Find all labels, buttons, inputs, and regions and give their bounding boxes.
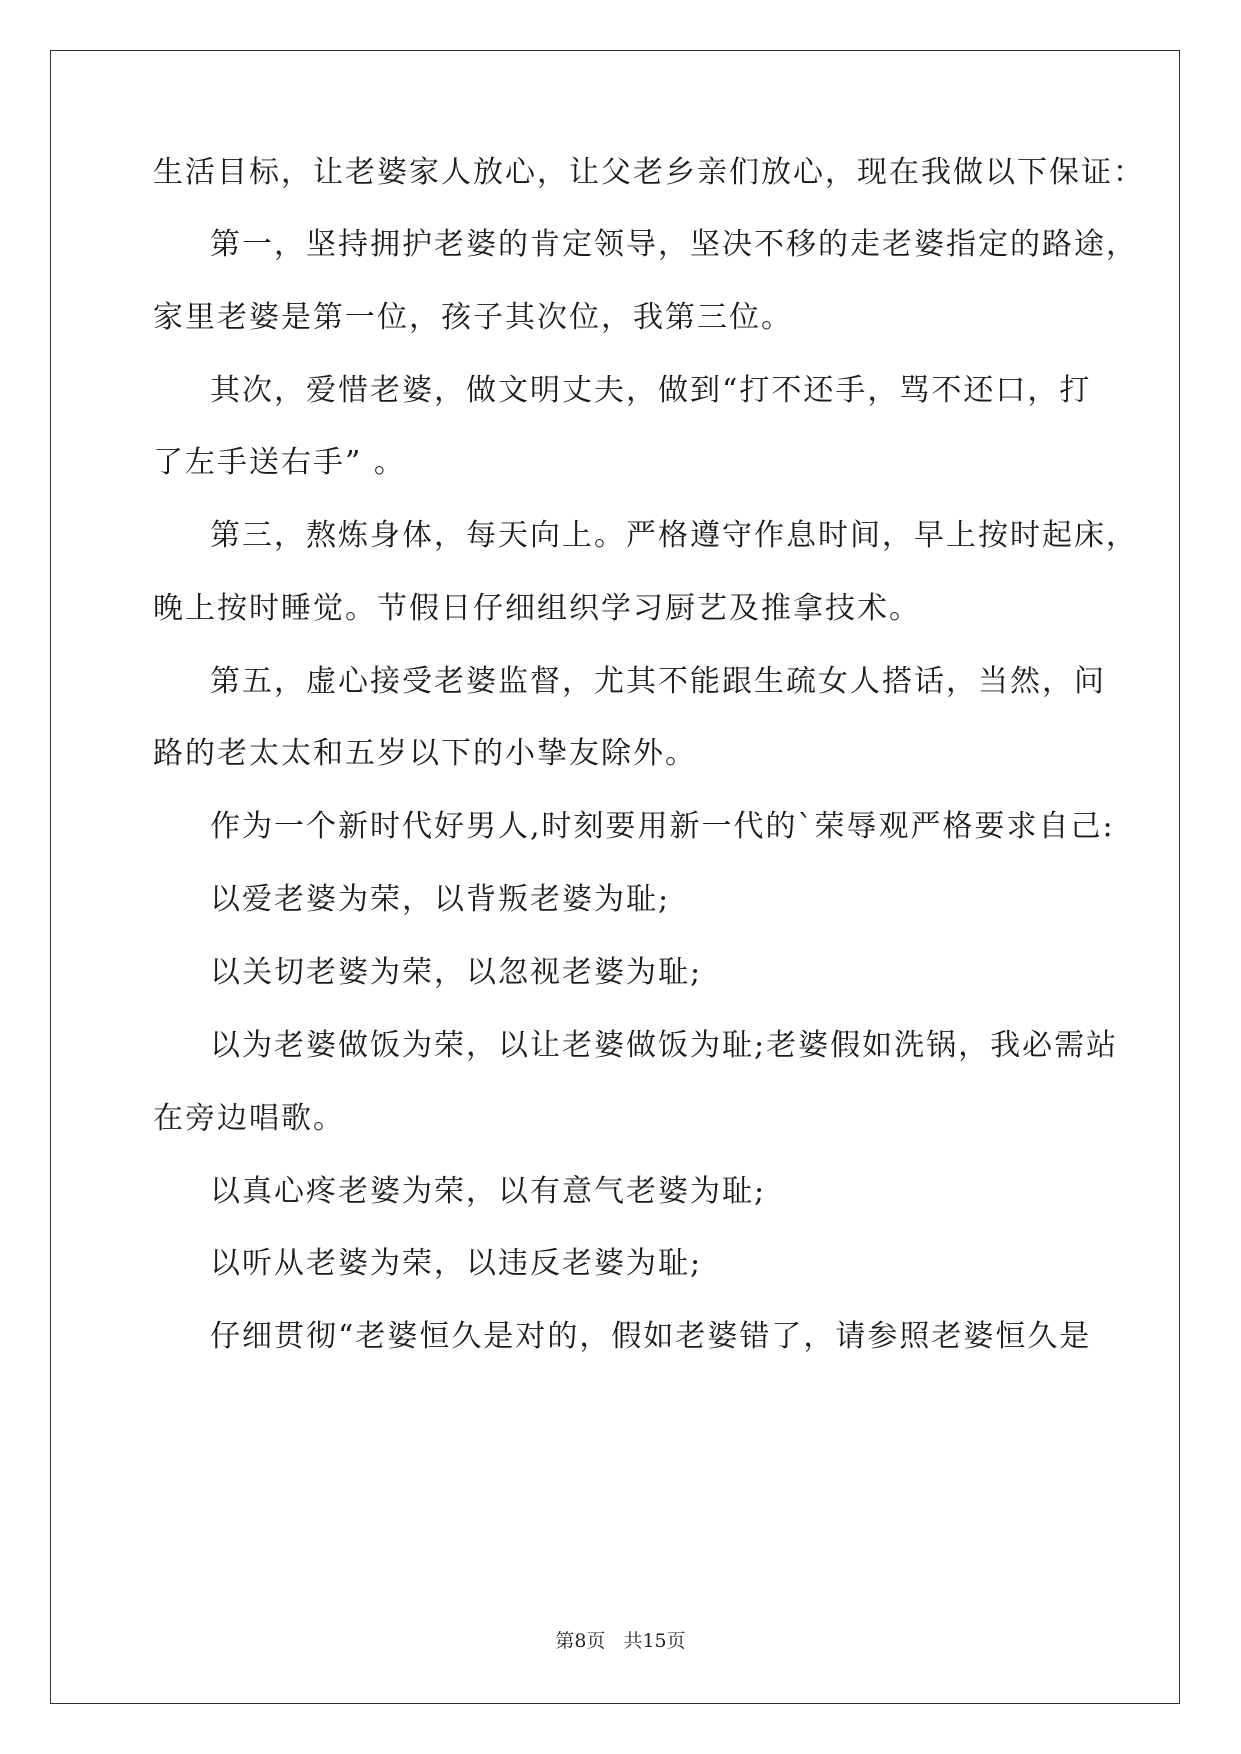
text-line: 第三，熬炼身体，每天向上。严格遵守作息时间，早上按时起床，: [210, 518, 1138, 553]
text-line: 生活目标，让老婆家人放心，让父老乡亲们放心，现在我做以下保证：: [153, 155, 1145, 190]
text-line: 以听从老婆为荣，以违反老婆为耻;: [210, 1246, 703, 1281]
text-line: 以为老婆做饭为荣，以让老婆做饭为耻;老婆假如洗锅，我必需站: [210, 1028, 1119, 1063]
text-line: 晚上按时睡觉。节假日仔细组织学习厨艺及推拿技术。: [153, 591, 921, 626]
total-pages: 共15页: [623, 1630, 686, 1652]
text-line: 第一，坚持拥护老婆的肯定领导，坚决不移的走老婆指定的路途，: [210, 227, 1138, 262]
page-number: 第8页: [555, 1630, 606, 1652]
text-line: 在旁边唱歌。: [153, 1101, 345, 1136]
text-line: 家里老婆是第一位，孩子其次位，我第三位。: [153, 300, 793, 335]
text-line: 路的老太太和五岁以下的小挚友除外。: [153, 736, 697, 771]
text-line: 第五，虚心接受老婆监督，尤其不能跟生疏女人搭话，当然，问: [210, 664, 1106, 699]
text-line: 作为一个新时代好男人,时刻要用新一代的`荣辱观严格要求自己:: [210, 809, 1115, 844]
text-line: 其次，爱惜老婆，做文明丈夫，做到“打不还手，骂不还口，打: [210, 373, 1092, 408]
page-footer: [0, 1626, 1241, 1653]
text-line: 以爱老婆为荣，以背叛老婆为耻;: [210, 882, 671, 917]
text-line: 以关切老婆为荣，以忽视老婆为耻;: [210, 955, 703, 990]
text-line: 了左手送右手” 。: [153, 445, 406, 480]
text-line: 仔细贯彻“老婆恒久是对的，假如老婆错了，请参照老婆恒久是: [210, 1319, 1092, 1354]
text-line: 以真心疼老婆为荣，以有意气老婆为耻;: [210, 1174, 767, 1209]
